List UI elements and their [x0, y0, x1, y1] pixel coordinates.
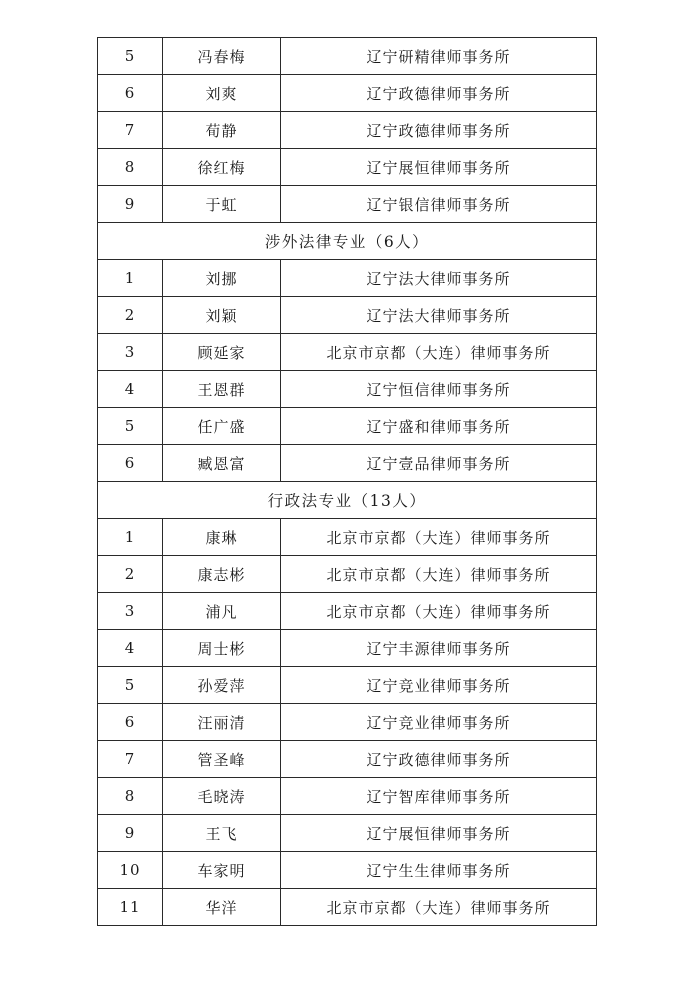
row-number: 2 [98, 297, 163, 334]
lawyer-name: 冯春梅 [163, 38, 281, 75]
table-row [98, 38, 597, 75]
table-row [98, 445, 597, 482]
law-firm: 辽宁研精律师事务所 [281, 38, 597, 75]
lawyer-name: 康志彬 [163, 556, 281, 593]
table-row [98, 334, 597, 371]
table-row [98, 297, 597, 334]
lawyer-name: 徐红梅 [163, 149, 281, 186]
lawyer-name: 康琳 [163, 519, 281, 556]
law-firm: 辽宁政德律师事务所 [281, 741, 597, 778]
row-number: 5 [98, 408, 163, 445]
lawyer-name: 刘挪 [163, 260, 281, 297]
lawyer-name: 任广盛 [163, 408, 281, 445]
section-header-row [98, 223, 597, 260]
row-number: 3 [98, 593, 163, 630]
table-row [98, 741, 597, 778]
law-firm: 北京市京都（大连）律师事务所 [281, 593, 597, 630]
table-row [98, 149, 597, 186]
law-firm: 北京市京都（大连）律师事务所 [281, 556, 597, 593]
table-row [98, 704, 597, 741]
table-row [98, 186, 597, 223]
law-firm: 辽宁智库律师事务所 [281, 778, 597, 815]
row-number: 5 [98, 38, 163, 75]
law-firm: 辽宁丰源律师事务所 [281, 630, 597, 667]
lawyer-name: 刘爽 [163, 75, 281, 112]
table-row [98, 260, 597, 297]
row-number: 8 [98, 149, 163, 186]
table-row [98, 889, 597, 926]
row-number: 7 [98, 741, 163, 778]
section-title: 涉外法律专业（6人） [98, 223, 597, 260]
section-header-row [98, 482, 597, 519]
row-number: 4 [98, 371, 163, 408]
law-firm: 北京市京都（大连）律师事务所 [281, 889, 597, 926]
table-row [98, 815, 597, 852]
law-firm: 辽宁恒信律师事务所 [281, 371, 597, 408]
law-firm: 北京市京都（大连）律师事务所 [281, 519, 597, 556]
lawyer-name: 车家明 [163, 852, 281, 889]
law-firm: 辽宁竞业律师事务所 [281, 667, 597, 704]
table-row [98, 667, 597, 704]
section-title: 行政法专业（13人） [98, 482, 597, 519]
lawyer-name: 于虹 [163, 186, 281, 223]
law-firm: 辽宁竞业律师事务所 [281, 704, 597, 741]
table-row [98, 556, 597, 593]
row-number: 4 [98, 630, 163, 667]
lawyer-name: 毛晓涛 [163, 778, 281, 815]
lawyer-name: 华洋 [163, 889, 281, 926]
law-firm: 辽宁展恒律师事务所 [281, 815, 597, 852]
row-number: 6 [98, 445, 163, 482]
law-firm: 辽宁法大律师事务所 [281, 260, 597, 297]
lawyer-name: 管圣峰 [163, 741, 281, 778]
row-number: 1 [98, 260, 163, 297]
table-body [98, 38, 597, 926]
law-firm: 辽宁政德律师事务所 [281, 75, 597, 112]
lawyer-name: 臧恩富 [163, 445, 281, 482]
table-row [98, 408, 597, 445]
lawyer-name: 汪丽清 [163, 704, 281, 741]
lawyer-name: 刘颖 [163, 297, 281, 334]
row-number: 6 [98, 704, 163, 741]
law-firm: 辽宁展恒律师事务所 [281, 149, 597, 186]
lawyer-name: 王恩群 [163, 371, 281, 408]
row-number: 7 [98, 112, 163, 149]
table-row [98, 519, 597, 556]
table-row [98, 778, 597, 815]
lawyer-name: 顾延家 [163, 334, 281, 371]
row-number: 6 [98, 75, 163, 112]
row-number: 10 [98, 852, 163, 889]
row-number: 3 [98, 334, 163, 371]
table-row [98, 852, 597, 889]
table-row [98, 593, 597, 630]
row-number: 5 [98, 667, 163, 704]
row-number: 2 [98, 556, 163, 593]
law-firm: 辽宁银信律师事务所 [281, 186, 597, 223]
law-firm: 辽宁政德律师事务所 [281, 112, 597, 149]
law-firm: 北京市京都（大连）律师事务所 [281, 334, 597, 371]
law-firm: 辽宁法大律师事务所 [281, 297, 597, 334]
table-row [98, 112, 597, 149]
row-number: 11 [98, 889, 163, 926]
table-row [98, 75, 597, 112]
lawyer-name: 孙爱萍 [163, 667, 281, 704]
lawyer-name: 周士彬 [163, 630, 281, 667]
table-row [98, 630, 597, 667]
lawyer-list-table [97, 37, 597, 926]
law-firm: 辽宁盛和律师事务所 [281, 408, 597, 445]
lawyer-name: 浦凡 [163, 593, 281, 630]
law-firm: 辽宁壹品律师事务所 [281, 445, 597, 482]
table-row [98, 371, 597, 408]
row-number: 1 [98, 519, 163, 556]
row-number: 8 [98, 778, 163, 815]
row-number: 9 [98, 186, 163, 223]
law-firm: 辽宁生生律师事务所 [281, 852, 597, 889]
row-number: 9 [98, 815, 163, 852]
lawyer-name: 王飞 [163, 815, 281, 852]
lawyer-name: 荀静 [163, 112, 281, 149]
